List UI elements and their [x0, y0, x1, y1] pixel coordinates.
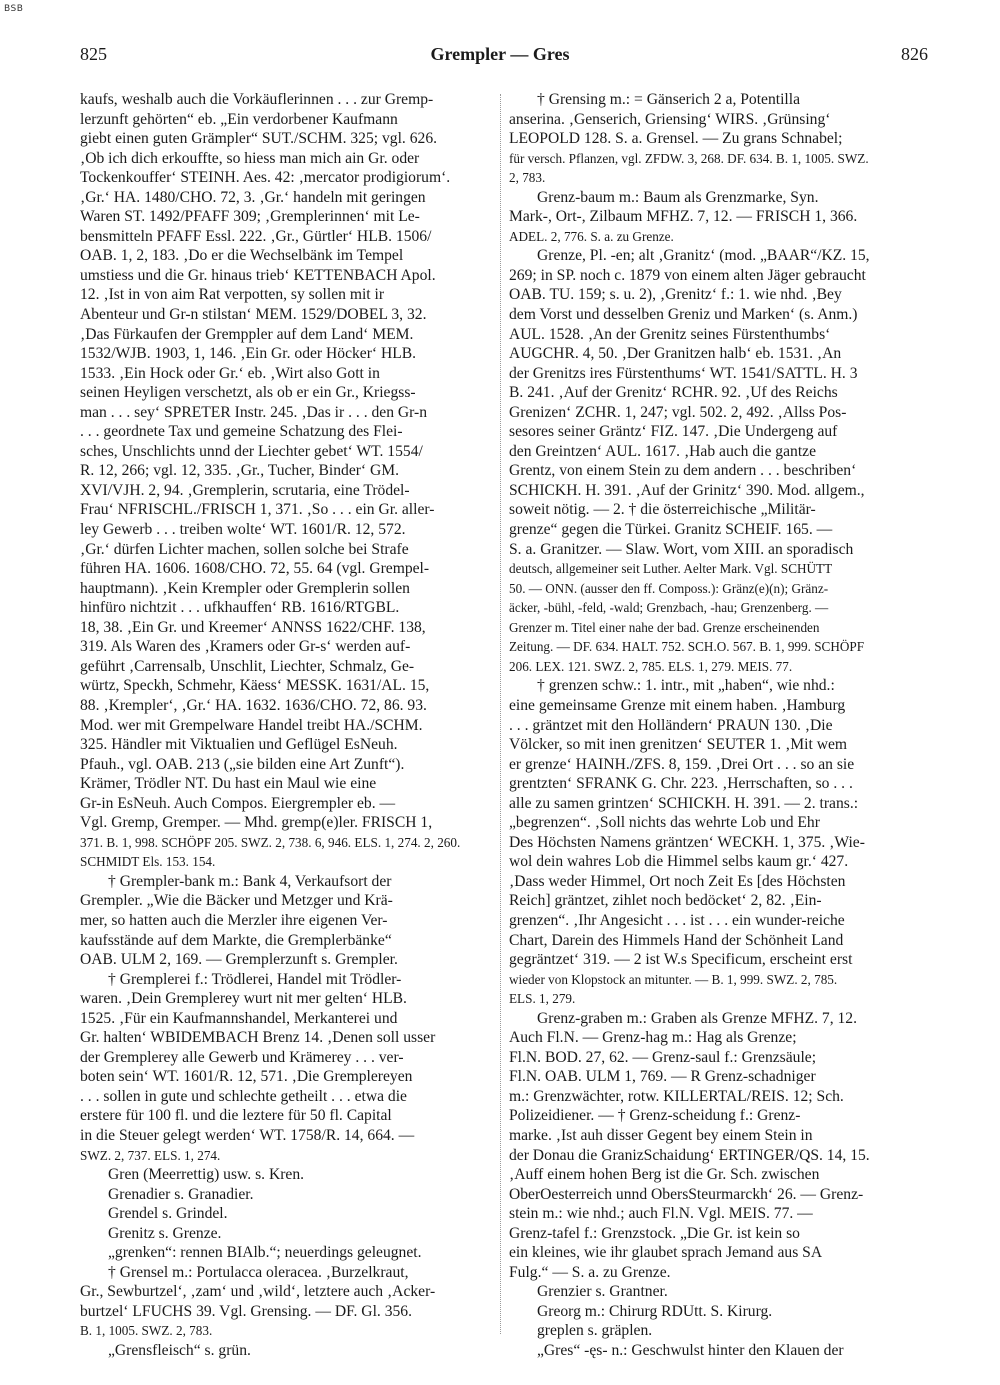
text-line: LEOPOLD 128. S. a. Grensel. — Zu grans Schnabel; [509, 130, 843, 148]
text-line: hinfüro nichtzit . . . ufkhauffen‘ RB. 1616/RTGBL. [80, 599, 400, 617]
text-line: eine gemeinsame Grenze mit einem haben. ‚Hamburg [509, 696, 846, 714]
text-line: OAB. 1, 2, 183. ‚Do er die Wechselbänk im Tempel [80, 247, 404, 265]
text-line: . . . geordnete Tax und gemeine Schatzung des Flei- [80, 423, 403, 441]
text-line: Greorg m.: Chirurg RDUtt. S. Kirurg. [537, 1302, 773, 1320]
text-line: 371. B. 1, 998. SCHÖPF 205. SWZ. 2, 738. 6, 946. ELS. 1, 274. 2, 260. [80, 834, 461, 850]
text-line: . . . sollen in gute und schlechte getheilt . . . etwa die [80, 1087, 407, 1105]
text-line: mer, so hatten auch die Merzler ihre eigenen Ver- [80, 911, 388, 929]
text-line: den Greintzen‘ AUL. 1617. ‚Hab auch die gantze [509, 442, 816, 460]
text-line: Gr-in EsNeuh. Auch Compos. Eiergrempler eb. — [80, 794, 396, 812]
text-line: marke. ‚Ist auh disser Gegent bey einem Stein in [509, 1126, 813, 1144]
text-line: „grenken“: rennen BIAlb.“; neuerdings geleugnet. [108, 1244, 422, 1262]
text-line: Grenze, Pl. -en; alt ‚Granitz‘ (mod. „BAAR“/KZ. 15, [537, 247, 870, 265]
text-line: Krämer, Trödler NT. Du hast ein Maul wie eine [80, 775, 377, 793]
text-line: „Grensfleisch“ s. grün. [108, 1342, 251, 1359]
text-line: Gren (Meerrettig) usw. s. Kren. [108, 1166, 305, 1184]
text-line: burtzel‘ LFUCHS 39. Vgl. Grensing. — DF. Gl. 356. [80, 1302, 412, 1320]
text-line: ELS. 1, 279. [509, 991, 576, 1007]
text-line: OAB. ULM 2, 169. — Gremplerzunft s. Grempler. [80, 951, 398, 969]
text-line: 1532/WJB. 1903, 1, 146. ‚Ein Gr. oder Höcker‘ HLB. [80, 345, 417, 363]
text-line: giebt einen guten Grämpler“ SUT./SCHM. 325; vgl. 626. [80, 130, 438, 148]
text-line: ley Gewerb . . . treiben wolte‘ WT. 1601/R. 12, 572. [80, 521, 406, 539]
text-line: grenze“ gegen die Türkei. Granitz SCHEIF. 165. — [509, 521, 833, 539]
text-line: S. a. Granitzer. — Slaw. Wort, vom XIII. an sporadisch [509, 540, 854, 558]
text-line: kaufs, weshalb auch die Vorkäuflerinnen . . . zur Gremp- [80, 91, 434, 108]
text-line: Grenadier s. Granadier. [108, 1185, 254, 1203]
column-divider [500, 94, 501, 1334]
text-line: dem Vorst und desselben Greniz und Marken‘ (s. Anm.) [509, 306, 858, 324]
text-line: anserina. ‚Genserich, Griensing‘ WIRS. ‚Grünsing‘ [509, 110, 831, 128]
text-line: Grenzer m. Titel einer nahe der bad. Grenze erscheinenden [509, 619, 820, 635]
text-line: 12. ‚Ist in von aim Rat verpotten, sy sollen mit ir [80, 286, 385, 304]
text-line: hauptmann). ‚Kein Krempler oder Gremplerin sollen [80, 579, 410, 597]
text-line: Mod. wer mit Grempelware Handel treibt HA./SCHM. [80, 716, 423, 734]
text-line: † grenzen schw.: 1. intr., mit „haben“, wie nhd.: [537, 677, 835, 695]
text-line: ‚Gr.‘ HA. 1480/CHO. 72, 3. ‚Gr.‘ handeln mit geringen [80, 188, 426, 206]
page-number-right: 826 [901, 44, 928, 64]
text-line: würtz, Speckh, Schmehr, Käess‘ MESSK. 1631/AL. 15, [80, 677, 430, 695]
text-line: äcker, -bühl, -feld, -wald; Grenzbach, -hau; Grenzenberg. — [509, 600, 829, 616]
text-line: Gr. halten‘ WBIDEMBACH Brenz 14. ‚Denen soll usser [80, 1029, 436, 1047]
text-line: † Gremplerei f.: Trödlerei, Handel mit Trödler- [108, 970, 402, 988]
text-line: Des Höchsten Namens gräntzen‘ WECKH. 1, 375. ‚Wie- [509, 833, 865, 851]
text-line: Grenz-baum m.: Baum als Grenzmarke, Syn. [537, 188, 819, 206]
page-header [0, 42, 1000, 72]
text-line: ADEL. 2, 776. S. a. zu Grenze. [509, 228, 674, 244]
text-line: Grentz, von einem Stein zu dem andern . . . beschriben‘ [509, 462, 857, 480]
text-line: 18, 38. ‚Ein Gr. und Kreemer‘ ANNSS 1622/CHF. 138, [80, 618, 426, 636]
text-line: greplen s. gräplen. [537, 1322, 653, 1340]
text-line: Fl.N. OAB. ULM 1, 769. — R Grenz-schadniger [509, 1068, 816, 1086]
text-line: grenzen“. ‚Ihr Angesicht . . . ist . . . ein wunder-reiche [509, 911, 845, 929]
text-line: Zeitung. — DF. 634. HALT. 752. SCH.O. 567. B. 1, 999. SCHÖPF [509, 639, 865, 655]
text-line: gegräntzet‘ 319. — 2 ist W.s Specificum, erscheint erst [509, 951, 853, 969]
text-line: ‚Gr.‘ dürfen Lichter machen, sollen solche bei Strafe [80, 540, 409, 558]
text-line: SWZ. 2, 737. ELS. 1, 274. [80, 1147, 221, 1163]
text-line: B. 1, 1005. SWZ. 2, 783. [80, 1323, 213, 1339]
text-line: 1525. ‚Für ein Kaufmannshandel, Merkanterei und [80, 1009, 398, 1027]
column-left [80, 90, 500, 1361]
text-line: 319. Als Waren des ‚Kramers oder Gr-s‘ werden auf- [80, 638, 411, 656]
text-line: lerzunft gehörten“ eb. „Ein verdorbener Kaufmann [80, 110, 398, 128]
text-line: OberOesterreich unnd ObersSteurmarckh‘ 26. — Grenz- [509, 1185, 864, 1203]
text-line: „begrenzen“. ‚Soll nichts das wehrte Lob und Ehr [509, 814, 820, 832]
text-line: geführt ‚Carrensalb, Unschlit, Liechter, Schmalz, Ge- [80, 657, 415, 675]
text-line: † Grensel m.: Portulacca oleracea. ‚Burzelkraut, [108, 1263, 409, 1281]
text-line: der Donau die GranizSchaidung‘ ERTINGER/QS. 14, 15. [509, 1146, 870, 1164]
text-line: Vgl. Gremp, Gremper. — Mhd. gremp(e)ler. FRISCH 1, [80, 814, 433, 832]
text-line: soweit nötig. — 2. † die österreichische „Militär- [509, 501, 816, 519]
text-line: umstiess und die Gr. hinaus trieb‘ KETTENBACH Apol. [80, 266, 436, 284]
text-line: SCHMIDT Els. 153. 154. [80, 854, 216, 870]
text-line: Grenizen‘ ZCHR. 1, 247; vgl. 502. 2, 492. ‚Allss Pos- [509, 403, 847, 421]
text-line: ‚Ob ich dich erkouffte, so hiess man mich ain Gr. oder [80, 149, 420, 167]
text-line: XVI/VJH. 2, 94. ‚Gremplerin, scrutaria, eine Trödel- [80, 481, 410, 499]
text-line: bensmitteln PFAFF Essl. 222. ‚Gr., Gürtler‘ HLB. 1506/ [80, 227, 432, 245]
text-line: für versch. Pflanzen, vgl. ZFDW. 3, 268. DF. 634. B. 1, 1005. SWZ. [509, 150, 869, 166]
running-head: Grempler — Gres [430, 44, 570, 64]
text-line: † Grensing m.: = Gänserich 2 a, Potentilla [537, 91, 801, 108]
text-line: kaufsstände auf dem Markte, die Gremplerbänke“ [80, 931, 392, 949]
text-line: „Gres“ -ęs- n.: Geschwulst hinter den Klauen der [537, 1342, 844, 1359]
text-line: 269; in SP. noch c. 1879 von einem alten Jäger gebraucht [509, 266, 866, 284]
text-line: wol dein wahres Lob die Himmel selbs kaum gr.‘ 427. [509, 853, 849, 871]
text-line: sesores seiner Gräntz‘ FIZ. 147. ‚Die Undergeng auf [509, 423, 838, 441]
text-line: B. 241. ‚Auf der Grenitz‘ RCHR. 92. ‚Uf des Reichs [509, 384, 838, 402]
text-line: in die Steuer gelegt werden‘ WT. 1758/R. 14, 664. — [80, 1126, 415, 1144]
text-line: Abenteur und Gr-n stilstan‘ MEM. 1529/DOBEL 3, 32. [80, 306, 427, 324]
text-line: Grenz-graben m.: Graben als Grenze MFHZ. 7, 12. [537, 1009, 857, 1027]
text-line: ein kleines, wie ihr glaubet sprach Jemand aus SA [509, 1244, 823, 1262]
text-line: Fulg.“ — S. a. zu Grenze. [509, 1263, 671, 1281]
text-line: Grenitz s. Grenze. [108, 1224, 222, 1242]
text-line: AUL. 1528. ‚An der Grenitz seines Fürstenthumbs‘ [509, 325, 831, 343]
text-line: R. 12, 266; vgl. 12, 335. ‚Gr., Tucher, Binder‘ GM. [80, 462, 400, 480]
text-line: grentzten‘ SFRANK G. Chr. 223. ‚Herrschaften, so . . . [509, 775, 853, 793]
text-line: Gr., Sewburtzel‘, ‚zam‘ und ‚wild‘, letztere auch ‚Acker- [80, 1283, 436, 1301]
text-line: Auch Fl.N. — Grenz-hag m.: Hag als Grenze; [509, 1029, 797, 1047]
text-line: deutsch, allgemeiner seit Luther. Aelter Mark. Vgl. SCHÜTT [509, 561, 833, 577]
text-line: . . . gräntzet mit den Holländern‘ PRAUN 130. ‚Die [509, 716, 833, 734]
text-line: 325. Händler mit Viktualien und Geflügel EsNeuh. [80, 736, 398, 754]
text-line: Frau‘ NFRISCHL./FRISCH 1, 371. ‚So . . . ein Gr. aller- [80, 501, 435, 519]
text-line: m.: Grenzwächter, rotw. KILLERTAL/REIS. 12; Sch. [509, 1087, 844, 1105]
text-line: ‚Das Fürkaufen der Gremppler auf dem Land‘ MEM. [80, 325, 414, 343]
text-line: boten sein‘ WT. 1601/R. 12, 571. ‚Die Gremplereyen [80, 1068, 413, 1086]
text-line: Waren ST. 1492/PFAFF 309; ‚Gremplerinnen‘ mit Le- [80, 208, 420, 226]
text-line: † Grempler-bank m.: Bank 4, Verkaufsort der [108, 872, 392, 890]
text-line: führen HA. 1606. 1608/CHO. 72, 55. 64 (vgl. Grempel- [80, 560, 430, 578]
text-line: ‚Auff einem hohen Berg ist die Gr. Sch. zwischen [509, 1166, 820, 1184]
text-line: der Grenitzs ires Fürstenthums‘ WT. 1541/SATTL. H. 3 [509, 364, 858, 382]
library-watermark: BSB [4, 4, 24, 14]
text-line: Grempler. „Wie die Bäcker und Metzger und Krä- [80, 892, 393, 910]
text-line: Grenzier s. Grantner. [537, 1283, 668, 1301]
text-line: wieder von Klopstock an mitunter. — B. 1, 999. SWZ. 2, 785. [509, 971, 838, 987]
text-line: 2, 783. [509, 170, 546, 186]
text-line: stein m.: wie nhd.; auch Fl.N. Vgl. MEIS. 77. — [509, 1205, 813, 1223]
text-line: Grendel s. Grindel. [108, 1205, 228, 1223]
text-line: erstere für 100 fl. und die leztere für 50 fl. Capital [80, 1107, 392, 1125]
text-line: ‚Dass weder Himmel, Ort noch Zeit Es [des Höchsten [509, 872, 846, 890]
text-line: man . . . sey‘ SPRETER Instr. 245. ‚Das ir . . . den Gr-n [80, 403, 428, 421]
text-line: Chart, Darein des Himmels Hand der Schönheit Land [509, 931, 844, 949]
page-number-left: 825 [80, 44, 107, 64]
text-line: OAB. TU. 159; s. u. 2), ‚Grenitz‘ f.: 1. wie nhd. ‚Bey [509, 286, 842, 304]
text-line: Völcker, so mit inen grenitzen‘ SEUTER 1. ‚Mit wem [509, 736, 848, 754]
text-line: alle zu samen grintzen‘ SCHICKH. H. 391. — 2. trans.: [509, 794, 859, 812]
text-line: Tockenkouffer‘ STEINH. Aes. 42: ‚mercator prodigiorum‘. [80, 169, 451, 187]
text-line: Polizeidiener. — † Grenz-scheidung f.: Grenz- [509, 1107, 801, 1125]
text-line: 50. — ONN. (ausser den ff. Composs.): Gränz(e)(n); Gränz- [509, 580, 829, 596]
text-line: AUGCHR. 4, 50. ‚Der Granitzen halb‘ eb. 1531. ‚An [509, 345, 842, 363]
text-line: er grenze‘ HAINH./ZFS. 8, 159. ‚Drei Ort . . . so an sie [509, 755, 855, 773]
text-line: sches, Unschlichts unnd der Liechter gebet‘ WT. 1554/ [80, 442, 423, 460]
text-line: waren. ‚Dein Gremplerey wurt nit mer gelten‘ HLB. [80, 990, 407, 1008]
text-line: SCHICKH. H. 391. ‚Auf der Grinitz‘ 390. Mod. allgem., [509, 481, 865, 499]
text-line: 1533. ‚Ein Hock oder Gr.‘ eb. ‚Wirt also Gott in [80, 364, 380, 382]
text-line: Pfauh., vgl. OAB. 213 („sie bilden eine Art Zunft“). [80, 755, 405, 773]
text-line: 206. LEX. 121. SWZ. 2, 785. ELS. 1, 279. MEIS. 77. [509, 658, 793, 674]
text-line: Fl.N. BOD. 27, 62. — Grenz-saul f.: Grenzsäule; [509, 1048, 817, 1066]
text-line: Mark-, Ort-, Zilbaum MFHZ. 7, 12. — FRISCH 1, 366. [509, 208, 858, 226]
column-right [509, 90, 929, 1361]
text-line: seinen Heyligen verschetzt, als ob er ein Gr., Kriegss- [80, 384, 416, 402]
text-line: Grenz-tafel f.: Grenzstock. „Die Gr. ist kein so [509, 1224, 800, 1242]
text-line: der Gremplerey alle Gewerb und Krämerey . . . ver- [80, 1048, 404, 1066]
text-line: Reich] gräntzet, zihlet noch bedöcket‘ 2, 82. ‚Ein- [509, 892, 822, 910]
text-line: 88. ‚Krempler‘, ‚Gr.‘ HA. 1632. 1636/CHO. 72, 86. 93. [80, 696, 427, 714]
